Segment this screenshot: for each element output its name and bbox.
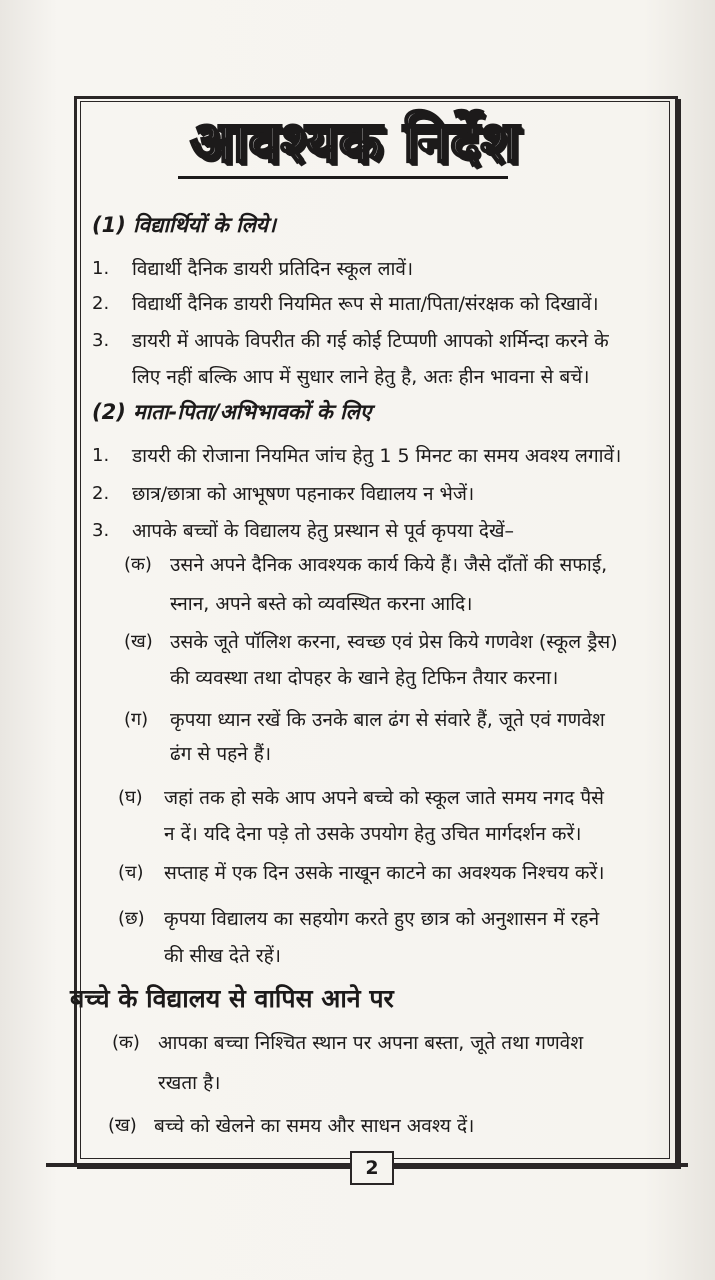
sub-item-label: (ख) [108,1115,137,1136]
list-item-text: लिए नहीं बल्कि आप में सुधार लाने हेतु है, अतः हीन भावना से बचें। [132,366,590,388]
list-number: 3. [92,520,110,541]
list-number: 2. [92,483,110,504]
sub-item-text: जहां तक हो सके आप अपने बच्चे को स्कूल जाते समय नगद पैसे [164,787,605,809]
sub-item-text: बच्चे को खेलने का समय और साधन अवश्य दें। [154,1115,475,1137]
list-item-text: छात्र/छात्रा को आभूषण पहनाकर विद्यालय न भेजें। [132,483,475,505]
sub-item-text: कृपया विद्यालय का सहयोग करते हुए छात्र को अनुशासन में रहने [164,908,600,930]
page-number: 2 [350,1151,394,1185]
sub-item-text: न दें। यदि देना पड़े तो उसके उपयोग हेतु उचित मार्गदर्शन करें। [164,823,582,845]
sub-item-text: की व्यवस्था तथा दोपहर के खाने हेतु टिफिन तैयार करना। [170,667,559,689]
list-number: 1. [92,258,110,279]
sub-item-text: की सीख देते रहें। [164,945,281,967]
sub-item-label: (क) [124,554,152,575]
sub-item-text: सप्ताह में एक दिन उसके नाखून काटने का अवश्यक निश्चय करें। [164,862,605,884]
list-number: 2. [92,293,110,314]
sub-item-text: आपका बच्चा निश्चित स्थान पर अपना बस्ता, जूते तथा गणवेश [158,1032,584,1054]
sub-item-label: (छ) [118,908,145,929]
sub-item-label: (घ) [118,787,143,808]
sub-item-text: कृपया ध्यान रखें कि उनके बाल ढंग से संवारे हैं, जूते एवं गणवेश [170,709,605,731]
sub-item-label: (च) [118,862,144,883]
list-item-text: विद्यार्थी दैनिक डायरी नियमित रूप से माता/पिता/संरक्षक को दिखावें। [132,293,599,315]
list-item-text: डायरी में आपके विपरीत की गई कोई टिप्पणी आपको शर्मिन्दा करने के [132,330,609,352]
sub-item-text: रखता है। [158,1072,221,1094]
list-number: 3. [92,330,110,351]
title-underline [178,176,508,179]
list-item-text: विद्यार्थी दैनिक डायरी प्रतिदिन स्कूल लावें। [132,258,414,280]
list-item-text: डायरी की रोजाना नियमित जांच हेतु 1 5 मिनट का समय अवश्य लगावें। [132,445,622,467]
list-item-text: आपके बच्चों के विद्यालय हेतु प्रस्थान से पूर्व कृपया देखें– [132,520,515,542]
section-heading-return: बच्चे के विद्यालय से वापिस आने पर [70,984,394,1013]
sub-item-text: ढंग से पहने हैं। [170,743,272,765]
page-title: आवश्यक निर्देश [190,110,520,175]
section-heading-parents: (2) माता-पिता/अभिभावकों के लिए [92,400,372,424]
list-number: 1. [92,445,110,466]
sub-item-label: (क) [112,1032,140,1053]
sub-item-label: (ग) [124,709,149,730]
sub-item-text: उसके जूते पॉलिश करना, स्वच्छ एवं प्रेस किये गणवेश (स्कूल ड्रैस) [170,631,618,653]
sub-item-text: उसने अपने दैनिक आवश्यक कार्य किये हैं। जैसे दाँतों की सफाई, [170,554,608,576]
sub-item-label: (ख) [124,631,153,652]
sub-item-text: स्नान, अपने बस्ते को व्यवस्थित करना आदि। [170,593,473,615]
section-heading-students: (1) विद्यार्थियों के लिये। [92,213,276,237]
